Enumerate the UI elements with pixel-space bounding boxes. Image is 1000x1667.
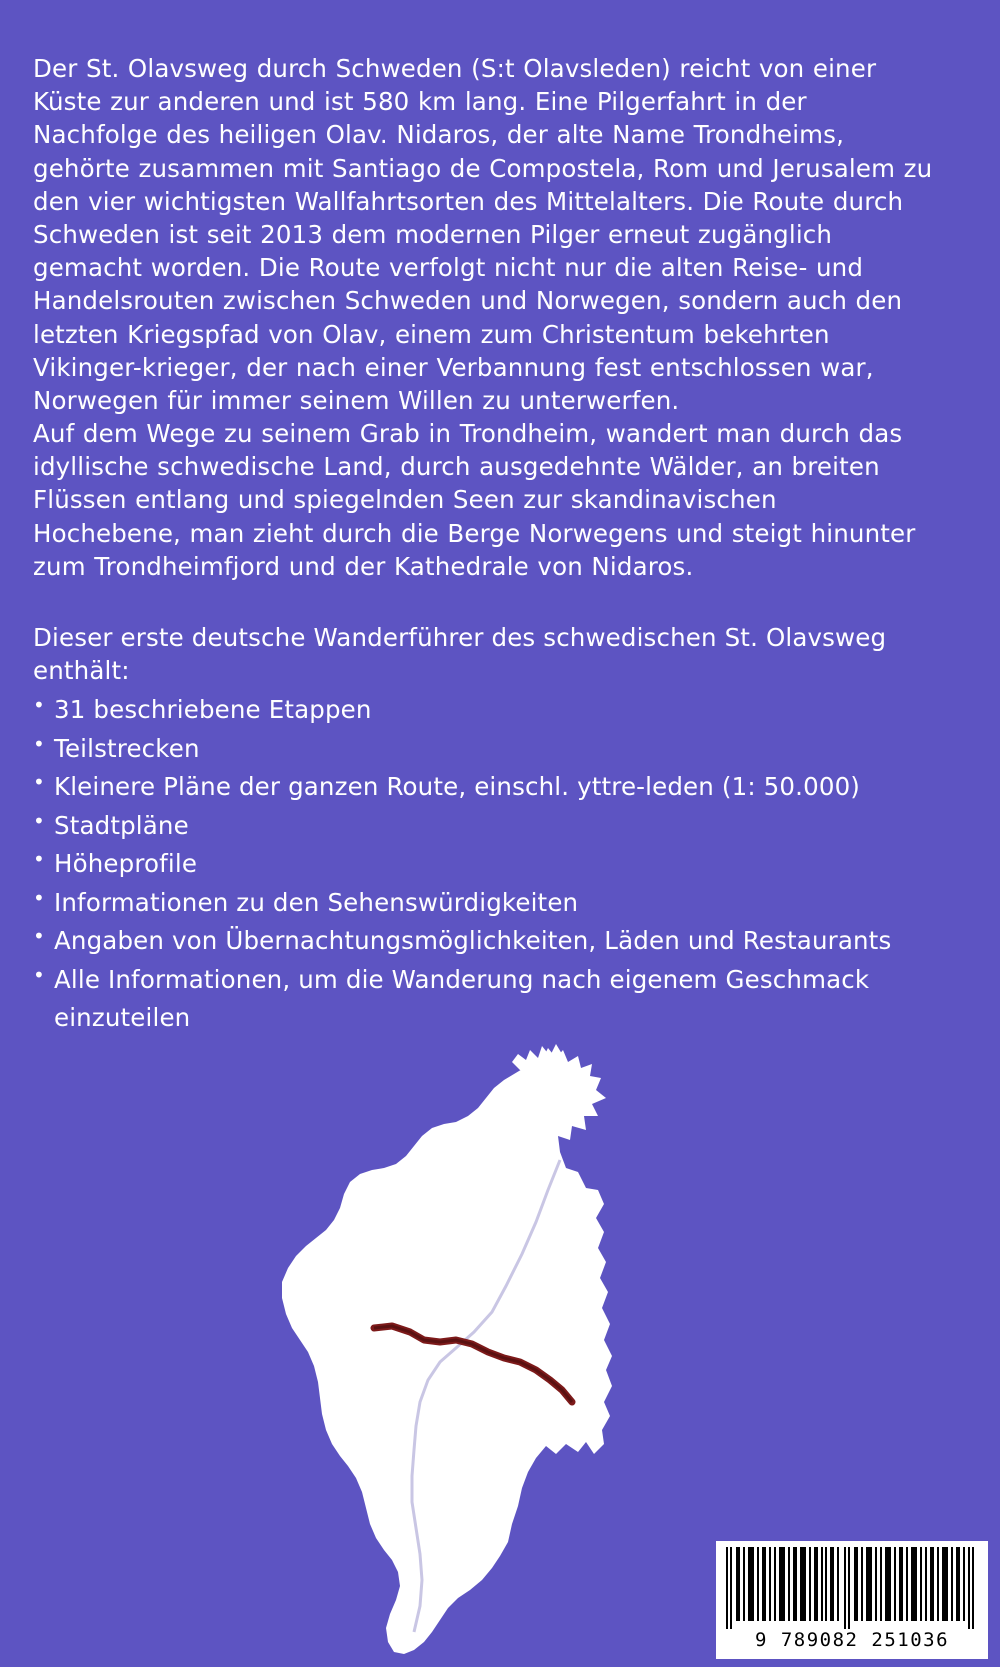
list-item: • Informationen zu den Sehenswürdigkeiten (33, 884, 933, 922)
list-item: • 31 beschriebene Etappen (33, 691, 933, 729)
blurb-paragraph-1: Der St. Olavsweg durch Schweden (S:t Olavsleden) reicht von einer Küste zur anderen und ist 580 km lang. Eine Pilgerfahrt in der Nachfolge des heiligen Olav. Nidaros, der alte Name Trondheims, gehörte zusammen mit Santiago de Compostela, Rom und Jerusalem zu den vier wichtigsten Wallfahrtsorten des Mittelalters. Die Route durch Schweden ist seit 2013 dem modernen Pilger erneut zugänglich gemacht worden. Die Route verfolgt nicht nur die alten Reise- und Handelsrouten zwischen Schweden und Norwegen, sondern auch den letzten Kriegspfad von Olav, einem zum Christentum bekehrten Vikinger-krieger, der nach einer Verbannung fest entschlossen war, Norwegen für immer seinem Willen zu unterwerfen. (33, 54, 933, 415)
blurb-text-block (33, 52, 933, 1037)
features-list (33, 691, 933, 1037)
list-item: • Höheprofile (33, 845, 933, 883)
list-item: • Angaben von Übernachtungsmöglichkeiten, Läden und Restaurants (33, 922, 933, 960)
map-landmass-group (282, 1044, 612, 1654)
list-item: • Stadtpläne (33, 807, 933, 845)
features-intro: Dieser erste deutsche Wanderführer des schwedischen St. Olavsweg enthält: (33, 623, 887, 686)
barcode (716, 1541, 988, 1659)
scandinavia-landmass-icon (282, 1048, 612, 1654)
list-item: • Kleinere Pläne der ganzen Route, einschl. yttre-leden (1: 50.000) (33, 768, 933, 806)
barcode-bars-icon (724, 1547, 980, 1629)
barcode-digits: 9 789082 251036 (754, 1629, 950, 1651)
list-item: • Teilstrecken (33, 730, 933, 768)
list-item: • Alle Informationen, um die Wanderung nach eigenem Geschmack einzuteilen (33, 961, 933, 1038)
blurb-paragraph-2: Auf dem Wege zu seinem Grab in Trondheim, wandert man durch das idyllische schwedische Land, durch ausgedehnte Wälder, an breiten Flüssen entlang und spiegelnden Seen zur skandinavischen Hochebene, man zieht durch die Berge Norwegens und steigt hinunter zum Trondheimfjord und der Kathedrale von Nidaros. (33, 419, 916, 581)
